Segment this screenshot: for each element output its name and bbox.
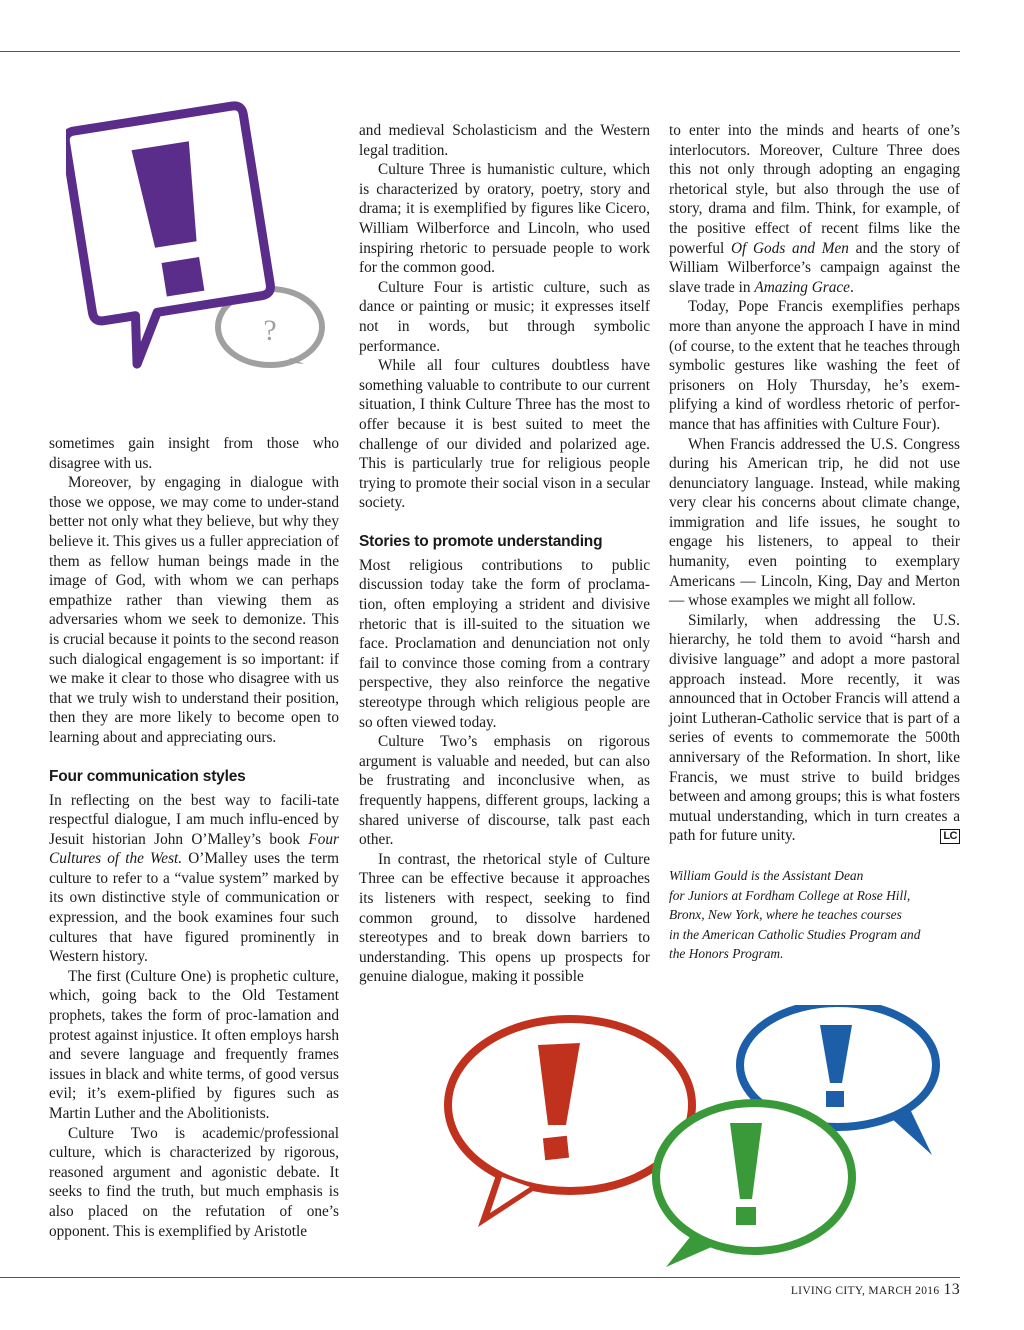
publication-name: LIVING CITY, MARCH 2016 [790, 1285, 940, 1297]
column-1 [49, 434, 339, 1241]
page-footer [791, 1281, 960, 1299]
bio-line: Bronx, New York, where he teaches courses [669, 907, 902, 923]
bottom-rule [0, 1277, 960, 1278]
paragraph: and medieval Scholasticism and the Western legal tradition. [359, 122, 650, 159]
paragraph [669, 121, 960, 297]
text-run: and the story of William Wilberforce’s campaign against the slave trade in [669, 239, 960, 296]
text-run: . [849, 278, 854, 296]
film-title: Of Gods and Men [730, 239, 849, 257]
bio-line: the Honors Program. [669, 946, 784, 962]
column-3 [669, 121, 960, 964]
paragraph [49, 791, 339, 967]
green-exclamation-bubble-icon [656, 1103, 852, 1267]
end-mark-badge: LC [940, 829, 960, 844]
question-mark-glyph: ? [263, 314, 277, 347]
paragraph: When Francis addressed the U.S. Congress during his American trip, he did not use denunciatory language. Instead, while making very clear his concerns about climate change, immigration and life issues, he sought to engage his listeners, to appeal to their humanity, even pointing to exemplary Americans — Lincoln, King, Day and Merton — whose examples we might all follow. [669, 435, 960, 610]
speech-bubbles-illustration-bottom [440, 1005, 980, 1270]
paragraph: Most religious contributions to public discussion today take the form of proclama-tion, often employing a strident and divisive rhetoric that is ill-suited to the situation we face. Proclamation and denunciation not only fail to convince those coming from a contrary perspective, they also reinforce the negative stereotype through which religious people are so often viewed today. [359, 556, 650, 731]
column-2 [359, 121, 650, 987]
paragraph [669, 611, 960, 846]
author-bio [669, 866, 960, 964]
paragraph: Today, Pope Francis exemplifies perhaps more than anyone the approach I have in mind (of course, to the extent that he teaches through symbolic gestures like washing the feet of prisoners on Holy Thursday, he’s exem-plifying a kind of wordless rhetoric of perfor-mance that has affinities with Culture Four). [669, 298, 960, 433]
paragraph: Culture Four is artistic culture, such as dance or painting or music; it expresses itself not in words, but through symbolic performance. [359, 278, 650, 355]
paragraph: Culture Three is humanistic culture, which is characterized by oratory, poetry, story and drama; it is exemplified by figures like Cicero, William Wilberforce and Lincoln, who used inspiring rhetoric to persuade people to work for the common good. [359, 161, 650, 277]
paragraph: Moreover, by engaging in dialogue with those we oppose, we may come to under-stand better not only what they believe, but why they believe it. This gives us a fuller appreciation of them as fellow human beings made in the image of God, with whom we can perhaps empathize rather than viewing them as adversaries whom we seek to demonize. This is crucial because it points to the second reason such dialogical engagement is so important: if we make it clear to those who disagree with us that we truly wish to understand their position, then they are more likely to become open to learning about and appreciating ours. [49, 474, 339, 746]
page-number: 13 [943, 1281, 960, 1298]
section-heading: Four communication styles [49, 767, 246, 785]
paragraph: sometimes gain insight from those who disagree with us. [49, 435, 339, 472]
section-heading: Stories to promote understanding [359, 532, 603, 550]
bio-line: William Gould is the Assistant Dean [669, 867, 864, 883]
bio-line: for Juniors at Fordham College at Rose Hill, [669, 887, 911, 903]
text-run: O’Malley uses the term culture to refer to a “value system” marked by its own distinctive style of communication or expression, and the book examines four such cultures that have figured prominently in Western history. [49, 850, 339, 966]
top-rule [0, 51, 960, 52]
speech-bubbles-illustration-top [66, 100, 346, 400]
paragraph: While all four cultures doubtless have something valuable to contribute to our current situation, I think Culture Three has the most to offer because it is best suited to meet the challenge of our divided and polarized age. This is particularly true for religious people trying to promote their social vison in a secular society. [359, 357, 650, 512]
bio-line: in the American Catholic Studies Program and [669, 926, 921, 942]
paragraph: Culture Two’s emphasis on rigorous argument is valuable and needed, but can also be frustrating and inconclusive when, as frequently happens, different groups, lacking a shared universe of discourse, talk past each other. [359, 733, 650, 849]
text-run: In reflecting on the best way to facili-tate respectful dialogue, I am much influ-enced by Jesuit historian John O’Malley’s book [49, 791, 339, 848]
paragraph: Culture Two is academic/professional culture, which is characterized by rigorous, reasoned argument and agonistic debate. It seeks to find the truth, but much emphasis is also placed on the refutation of one’s opponent. This is exemplified by Aristotle [49, 1124, 339, 1240]
text-run: to enter into the minds and hearts of one’s interlocutors. Moreover, Culture Three does this not only through adopting an engaging rhetorical style, but also through the use of story, drama and film. Think, for example, of the positive effect of recent films like the powerful [669, 122, 960, 257]
film-title: Amazing Grace [754, 278, 850, 296]
paragraph: The first (Culture One) is prophetic culture, which, going back to the Old Testament prophets, takes the form of proc-lamation and protest against injustice. It often employs harsh and severe language and frequently frames issues in black and white terms, of good versus evil; it’s exem-plified by figures such as Martin Luther and the Abolitionists. [49, 967, 339, 1122]
paragraph: In contrast, the rhetorical style of Culture Three can be effective because it approaches its listeners with respect, seeking to find common ground, to dissolve hardened stereotypes and to break down barriers to understanding. This opens up prospects for genuine dialogue, making it possible [359, 850, 650, 986]
text-run: Similarly, when addressing the U.S. hierarchy, he told them to avoid “harsh and divisive language” and adopt a more pastoral approach instead. More recently, it was announced that in October Francis will attend a joint Lutheran-Catholic service that is part of a series of events to commemorate the 500th anniversary of the Reformation. In short, like Francis, we must strive to build bridges between and among groups; this is what fosters mutual understanding, which in turn creates a path for future unity. [669, 611, 960, 845]
book-title: Four Cultures of the West. [49, 830, 339, 868]
